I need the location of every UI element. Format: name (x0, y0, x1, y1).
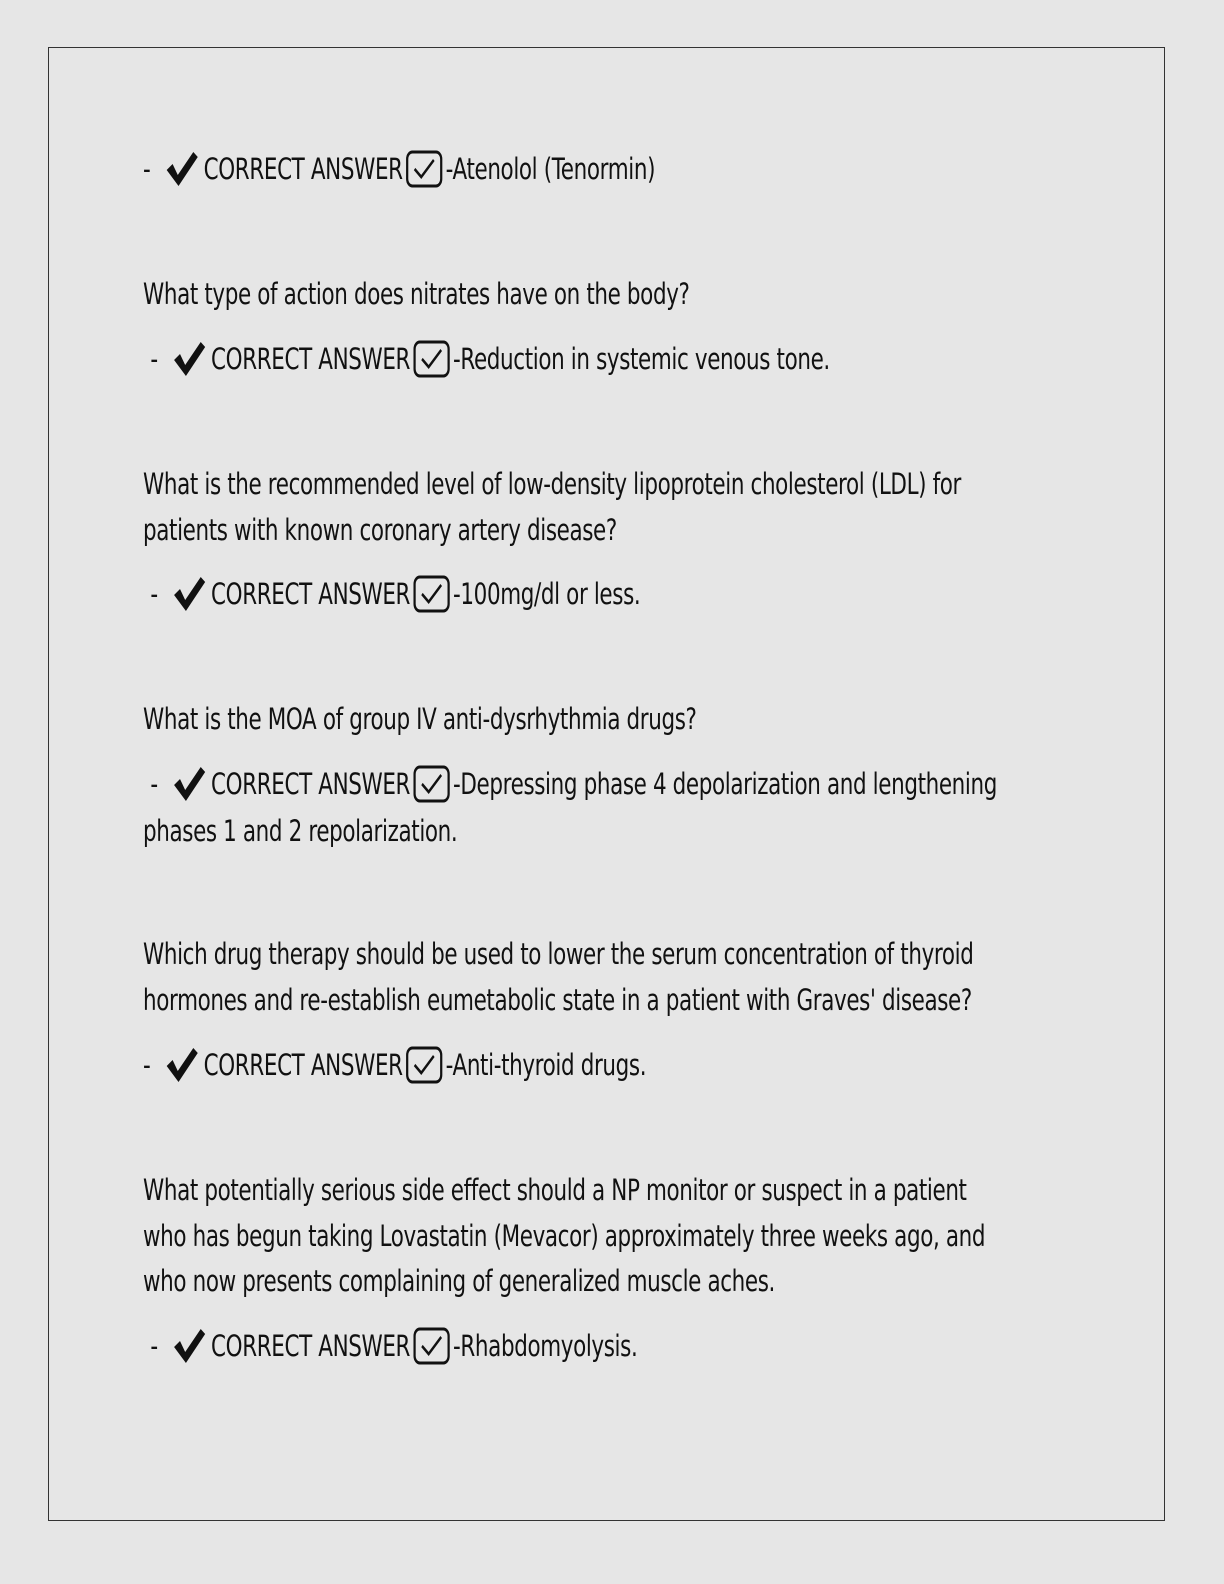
question-text: What is the MOA of group IV anti-dysrhythmia drugs? (143, 702, 697, 736)
question-text: What type of action does nitrates have on the body? (143, 277, 690, 311)
correct-answer-label: CORRECT ANSWER (203, 1048, 403, 1082)
answer-dash: - (150, 577, 158, 611)
ballot-box-with-check-icon (406, 150, 443, 188)
correct-answer-label: CORRECT ANSWER (211, 1329, 411, 1363)
correct-answer-label: CORRECT ANSWER (211, 342, 411, 376)
answer-dash: - (150, 767, 158, 801)
ballot-box-with-check-icon (413, 765, 450, 803)
answer-text-continued: phases 1 and 2 repolarization. (143, 814, 458, 848)
answer-line (143, 336, 830, 382)
correct-answer-label: CORRECT ANSWER (211, 577, 411, 611)
heavy-check-mark-icon (171, 1327, 207, 1365)
question-text: who now presents complaining of generalized muscle aches. (143, 1264, 776, 1298)
answer-line (143, 1323, 637, 1369)
correct-answer-label: CORRECT ANSWER (203, 152, 403, 186)
answer-text: -Reduction in systemic venous tone. (453, 342, 830, 376)
heavy-check-mark-icon (171, 340, 207, 378)
ballot-box-with-check-icon (413, 340, 450, 378)
question-text: hormones and re-establish eumetabolic state in a patient with Graves' disease? (143, 983, 972, 1017)
question-text: patients with known coronary artery disease? (143, 513, 617, 547)
heavy-check-mark-icon (164, 1046, 200, 1084)
answer-line (143, 146, 655, 192)
answer-dash: - (150, 342, 158, 376)
question-text: who has begun taking Lovastatin (Mevacor) approximately three weeks ago, and (143, 1219, 986, 1253)
answer-dash: - (143, 152, 151, 186)
question-text: Which drug therapy should be used to lower the serum concentration of thyroid (143, 937, 974, 971)
heavy-check-mark-icon (171, 575, 207, 613)
answer-text: -Anti-thyroid drugs. (445, 1048, 647, 1082)
answer-dash: - (143, 1048, 151, 1082)
heavy-check-mark-icon (171, 765, 207, 803)
answer-line (143, 761, 997, 807)
heavy-check-mark-icon (164, 150, 200, 188)
answer-text: -100mg/dl or less. (453, 577, 641, 611)
ballot-box-with-check-icon (413, 1327, 450, 1365)
answer-text: -Depressing phase 4 depolarization and lengthening (453, 767, 997, 801)
answer-line (143, 1042, 646, 1088)
answer-text: -Atenolol (Tenormin) (445, 152, 656, 186)
answer-text: -Rhabdomyolysis. (453, 1329, 638, 1363)
question-text: What potentially serious side effect should a NP monitor or suspect in a patient (143, 1173, 967, 1207)
answer-line (143, 571, 640, 617)
correct-answer-label: CORRECT ANSWER (211, 767, 411, 801)
answer-dash: - (150, 1329, 158, 1363)
ballot-box-with-check-icon (413, 575, 450, 613)
question-text: What is the recommended level of low-density lipoprotein cholesterol (LDL) for (143, 467, 962, 501)
ballot-box-with-check-icon (406, 1046, 443, 1084)
